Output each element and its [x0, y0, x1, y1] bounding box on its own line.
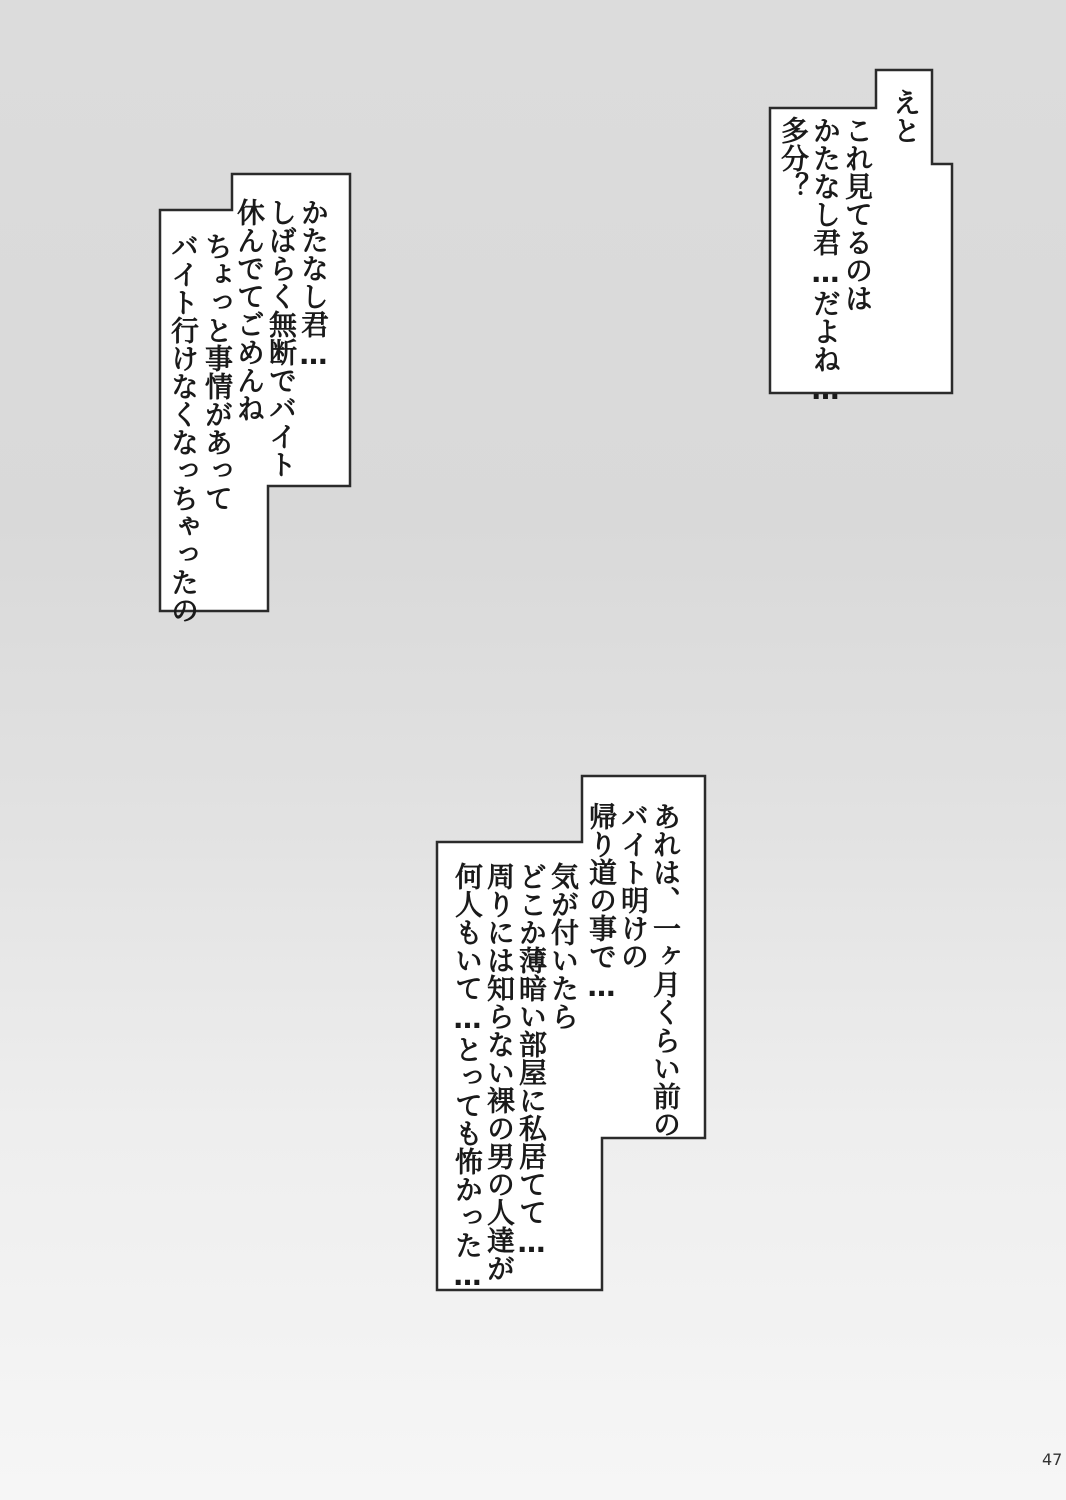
caption-left-line-5: バイト行けなくなっちゃったの	[167, 232, 200, 624]
caption-top-right-line-2: これ見てるのは	[841, 116, 874, 312]
caption-top-right-line-1: えと	[889, 88, 922, 144]
caption-top-right-line-3: かたなし君…だよね…	[809, 116, 842, 406]
caption-left-line-4: ちょっと事情があって	[201, 232, 234, 512]
caption-bottom-line-6: 周りには知らない裸の男の人達が	[483, 862, 516, 1282]
caption-bottom-line-2: バイト明けの	[617, 802, 650, 970]
caption-bottom-line-4: 気が付いたら	[547, 862, 580, 1030]
caption-bottom-line-5: どこか薄暗い部屋に私居てて…	[515, 862, 548, 1259]
caption-bottom-line-3: 帰り道の事で…	[585, 802, 618, 1003]
caption-bottom-line-1: あれは、一ヶ月くらい前の	[649, 802, 682, 1138]
caption-left-line-1: かたなし君…	[297, 198, 330, 371]
page-number: 47	[1042, 1450, 1063, 1469]
caption-left-line-2: しばらく無断でバイト	[265, 198, 298, 478]
caption-bottom-line-7: 何人もいて…とっても怖かった…	[451, 862, 484, 1292]
caption-top-right-line-4: 多分？	[777, 116, 810, 200]
caption-left-line-3: 休んでてごめんね	[233, 198, 266, 422]
